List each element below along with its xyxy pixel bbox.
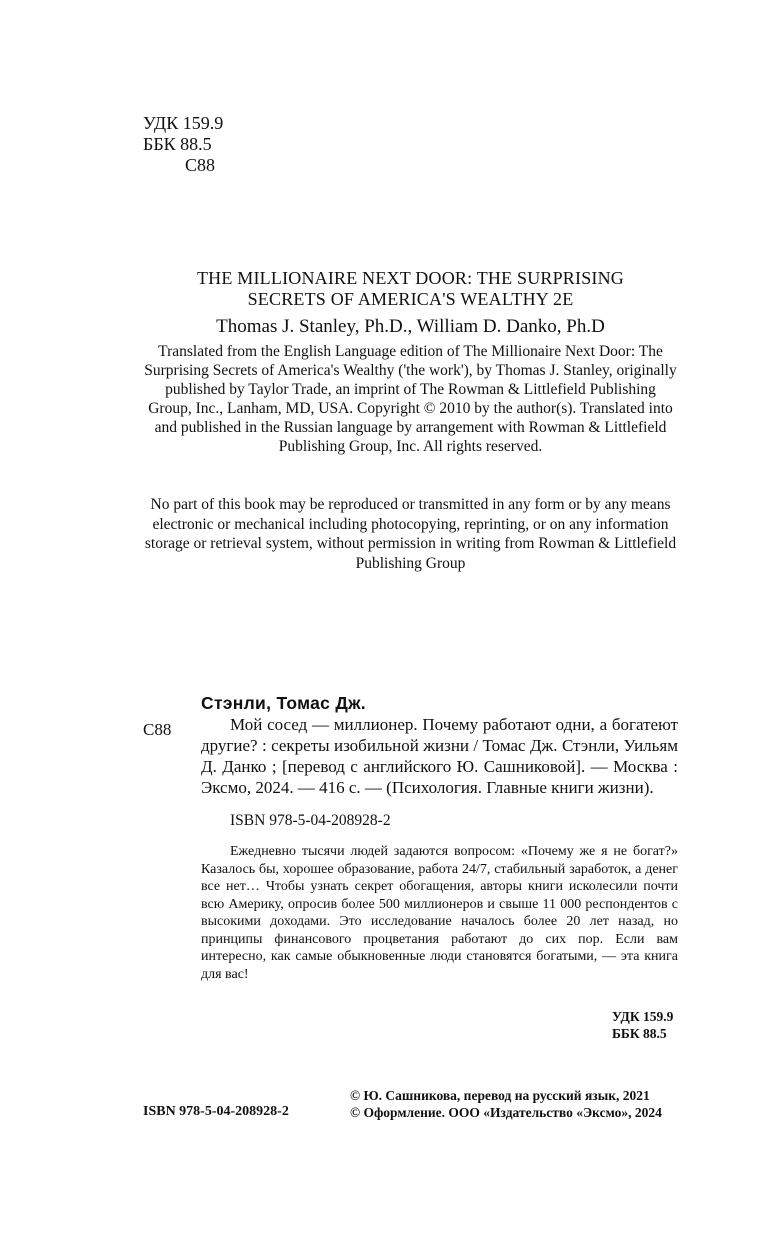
copyright-design: © Оформление. ООО «Издательство «Эксмо», 2024 <box>350 1105 662 1120</box>
copyright-block <box>350 1087 662 1121</box>
original-title-line-2: SECRETS OF AMERICA'S WEALTHY 2E <box>247 289 574 309</box>
classification-codes <box>143 113 223 176</box>
catalog-isbn: ISBN 978-5-04-208928-2 <box>230 812 391 829</box>
annotation: Ежедневно тысячи людей задаются вопросом: «Почему же я не богат?» Казалось бы, хорошее образование, работа 24/7, стабильный заработок, а денег все нет… Чтобы узнать секрет обогащения, авторы книги исколесили почти всю Америку, опросив более 500 миллионеров и свыше 11 000 респондентов с высокими доходами. Это исследование началось более 20 лет назад, но принципы финансового процветания работают до сих пор. Если вам интересно, как самые обыкновенные люди становятся богатыми, — эта книга для вас! <box>201 844 678 982</box>
catalog-bbk: ББК 88.5 <box>612 1026 667 1041</box>
translation-notice: Translated from the English Language edition of The Millionaire Next Door: The Surprising Secrets of America's Wealthy ('the work'), by Thomas J. Stanley, originally published by Taylor Trade, an imprint of The Rowman & Littlefield Publishing Group, Inc., Lanham, MD, USA. Copyright © 2010 by the author(s). Translated into and published in the Russian language by arrangement with Rowman & Littlefield Publishing Group, Inc. All rights reserved. <box>144 343 677 455</box>
footer-isbn: ISBN 978-5-04-208928-2 <box>143 1104 289 1119</box>
rights-notice: No part of this book may be reproduced or transmitted in any form or by any means electronic or mechanical including photocopying, reprinting, or on any information storage or retrieval system, without permission in writing from Rowman & Littlefield Publishing Group <box>144 496 677 572</box>
bbk-code: ББК 88.5 <box>143 134 212 154</box>
original-title-line-1: THE MILLIONAIRE NEXT DOOR: THE SURPRISING <box>196 268 625 288</box>
original-edition-block <box>143 268 678 456</box>
copyright-translation: © Ю. Сашникова, перевод на русский язык, 2021 <box>350 1088 650 1103</box>
catalog-udk: УДК 159.9 <box>612 1009 674 1024</box>
udk-code: УДК 159.9 <box>143 113 224 133</box>
author-mark: С88 <box>185 155 216 175</box>
catalog-author-heading: Стэнли, Томас Дж. <box>201 693 366 713</box>
original-authors: Thomas J. Stanley, Ph.D., William D. Danko, Ph.D <box>216 316 605 337</box>
catalog-index: С88 <box>143 720 172 739</box>
catalog-card <box>201 693 678 983</box>
catalog-description: Мой сосед — миллионер. Почему работают одни, а богатеют другие? : секреты изобильной жизни / Томас Дж. Стэнли, Уильям Д. Данко ; [перевод с английского Ю. Сашниковой]. — Москва : Эксмо, 2024. — 416 с. — (Психология. Главные книги жизни). <box>201 715 678 797</box>
catalog-codes <box>612 1008 673 1042</box>
